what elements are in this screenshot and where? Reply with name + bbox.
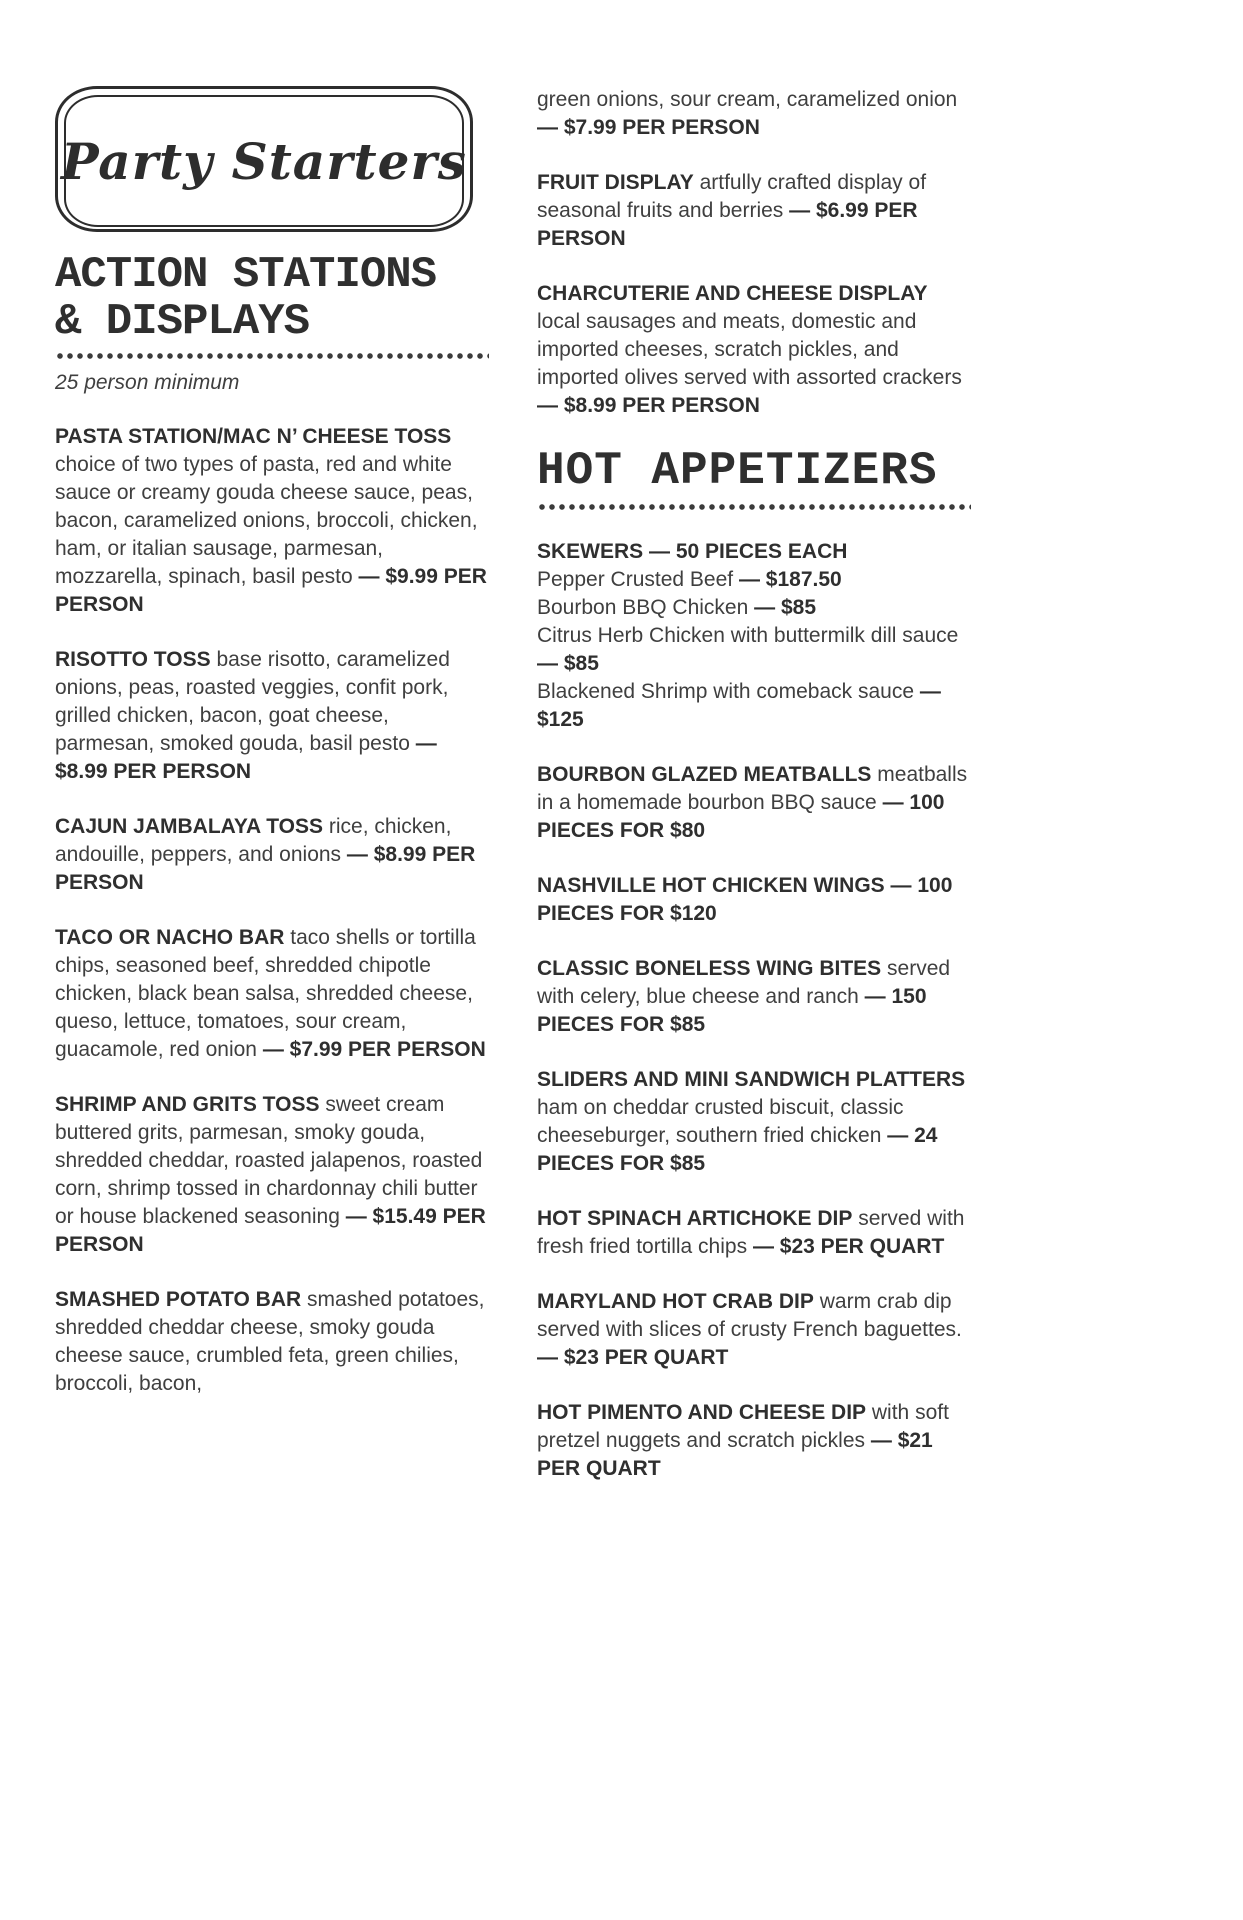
item-name: BOURBON GLAZED MEATBALLS: [537, 762, 872, 786]
item-description: choice of two types of pasta, red and white sauce or creamy gouda cheese sauce, peas, bacon, caramelized onions, broccoli, chicken, ham, or italian sausage, parmesan, mozzarella, spinach, basil pesto: [55, 453, 478, 589]
option-text: Pepper Crusted Beef: [537, 567, 734, 591]
item-description: green onions, sour cream, caramelized onion: [537, 88, 958, 111]
skewer-option: [537, 566, 971, 594]
option-price: — $125: [537, 679, 941, 731]
item-name: SMASHED POTATO BAR: [55, 1288, 302, 1312]
item-description: local sausages and meats, domestic and imported cheeses, scratch pickles, and imported olives served with assorted crackers: [537, 310, 962, 389]
item-price: — $8.99 PER PERSON: [537, 394, 760, 417]
minimum-note: 25 person minimum: [55, 371, 240, 395]
section-title-line1: ACTION STATIONS: [55, 250, 437, 300]
menu-item-boneless-wing-bites: [537, 955, 971, 1039]
item-price: — $8.99 PER PERSON: [55, 732, 437, 784]
section-title-action-stations: [55, 252, 489, 345]
item-price: — $7.99 PER PERSON: [262, 1038, 486, 1062]
item-name: CAJUN JAMBALAYA TOSS: [55, 815, 324, 839]
item-description: taco shells or tortilla chips, seasoned beef, shredded chipotle chicken, black bean salsa, shredded cheese, queso, lettuce, tomatoes, sour cream, guacamole, red onion: [55, 926, 476, 1062]
menu-item-cajun-jambalaya: [55, 813, 489, 897]
menu-item-pasta-station: [55, 423, 489, 619]
menu-item-maryland-crab-dip: [537, 1288, 971, 1372]
item-description: meatballs in a homemade bourbon BBQ sauce: [537, 762, 968, 814]
menu-item-shrimp-grits: [55, 1091, 489, 1259]
dotted-divider: [537, 504, 971, 510]
item-description: with soft pretzel nuggets and scratch pickles: [537, 1400, 949, 1452]
item-name: FRUIT DISPLAY: [537, 171, 694, 194]
skewer-option: [537, 594, 971, 622]
skewer-option: [537, 622, 971, 678]
menu-item-fruit-display: [537, 169, 971, 253]
item-price: — 100 PIECES FOR $80: [537, 790, 945, 842]
item-price: — $15.49 PER PERSON: [55, 1205, 486, 1257]
item-name: PASTA STATION/MAC N’ CHEESE TOSS: [55, 425, 452, 449]
menu-item-taco-nacho-bar: [55, 924, 489, 1064]
item-price: — $21 PER QUART: [537, 1428, 933, 1480]
item-name: TACO OR NACHO BAR: [55, 926, 285, 950]
item-description: smashed potatoes, shredded cheddar cheese, smoky gouda cheese sauce, crumbled feta, green chilies, broccoli, bacon,: [55, 1288, 485, 1396]
menu-item-smashed-potato: [55, 1286, 489, 1398]
item-name: MARYLAND HOT CRAB DIP: [537, 1289, 814, 1313]
item-name: HOT PIMENTO AND CHEESE DIP: [537, 1400, 867, 1424]
badge-title: Party Starters: [61, 131, 467, 191]
section-title-hot-appetizers: HOT APPETIZERS: [537, 445, 938, 497]
item-description: ham on cheddar crusted biscuit, classic cheeseburger, southern fried chicken: [537, 1095, 904, 1147]
option-price: — $187.50: [738, 567, 842, 591]
menu-item-pimento-cheese-dip: [537, 1399, 971, 1483]
dotted-divider: [55, 353, 489, 359]
option-price: — $85: [754, 595, 817, 619]
item-price: — $8.99 PER PERSON: [55, 843, 476, 895]
item-price: — 100 PIECES FOR $120: [537, 873, 953, 925]
menu-item-risotto-toss: [55, 646, 489, 786]
item-description: base risotto, caramelized onions, peas, roasted veggies, confit pork, grilled chicken, bacon, goat cheese, parmesan, smoked gouda, basil pesto: [55, 648, 450, 756]
right-column: [537, 86, 971, 1510]
menu-item-sliders-platters: [537, 1066, 971, 1178]
item-name: SHRIMP AND GRITS TOSS: [55, 1093, 320, 1117]
menu-item-skewers: [537, 538, 971, 734]
item-name: CLASSIC BONELESS WING BITES: [537, 956, 882, 980]
option-text: Blackened Shrimp with comeback sauce: [537, 679, 915, 703]
item-name: CHARCUTERIE AND CHEESE DISPLAY: [537, 282, 928, 305]
menu-item-nashville-wings: [537, 872, 971, 928]
menu-item-charcuterie-display: [537, 280, 971, 420]
item-description: warm crab dip served with slices of crusty French baguettes.: [537, 1289, 962, 1341]
item-description: rice, chicken, andouille, peppers, and onions: [55, 815, 452, 867]
option-price: — $85: [537, 651, 599, 675]
item-name: HOT SPINACH ARTICHOKE DIP: [537, 1206, 853, 1230]
skewer-option: [537, 678, 971, 734]
item-price: — $6.99 PER PERSON: [537, 199, 918, 250]
item-price: — $23 PER QUART: [537, 1345, 729, 1369]
option-text: Bourbon BBQ Chicken: [537, 595, 749, 619]
menu-item-smashed-potato-continuation: [537, 86, 971, 142]
item-price: — 150 PIECES FOR $85: [537, 984, 927, 1036]
item-name: SLIDERS AND MINI SANDWICH PLATTERS: [537, 1067, 966, 1091]
badge-inner-frame: [61, 95, 467, 227]
section-title-line2: & DISPLAYS: [55, 296, 310, 347]
item-price: — $9.99 PER PERSON: [55, 565, 487, 617]
option-text: Citrus Herb Chicken with buttermilk dill sauce: [537, 623, 959, 647]
item-description: sweet cream buttered grits, parmesan, smoky gouda, shredded cheddar, roasted jalapenos, roasted corn, shrimp tossed in chardonnay chili butter or house blackened seasoning: [55, 1093, 483, 1229]
menu-item-bourbon-meatballs: [537, 761, 971, 845]
left-column: [55, 86, 489, 1510]
item-description: artfully crafted display of seasonal fruits and berries: [537, 171, 927, 222]
item-price: — $7.99 PER PERSON: [537, 116, 760, 139]
item-name: RISOTTO TOSS: [55, 648, 211, 672]
item-name: SKEWERS — 50 PIECES EACH: [537, 539, 848, 563]
menu-item-spinach-artichoke-dip: [537, 1205, 971, 1261]
item-price: — $23 PER QUART: [752, 1234, 945, 1258]
item-description: served with fresh fried tortilla chips: [537, 1206, 965, 1258]
item-price: — 24 PIECES FOR $85: [537, 1123, 938, 1175]
item-name: NASHVILLE HOT CHICKEN WINGS: [537, 873, 885, 897]
party-starters-badge: [55, 86, 473, 232]
item-description: served with celery, blue cheese and ranch: [537, 956, 951, 1008]
